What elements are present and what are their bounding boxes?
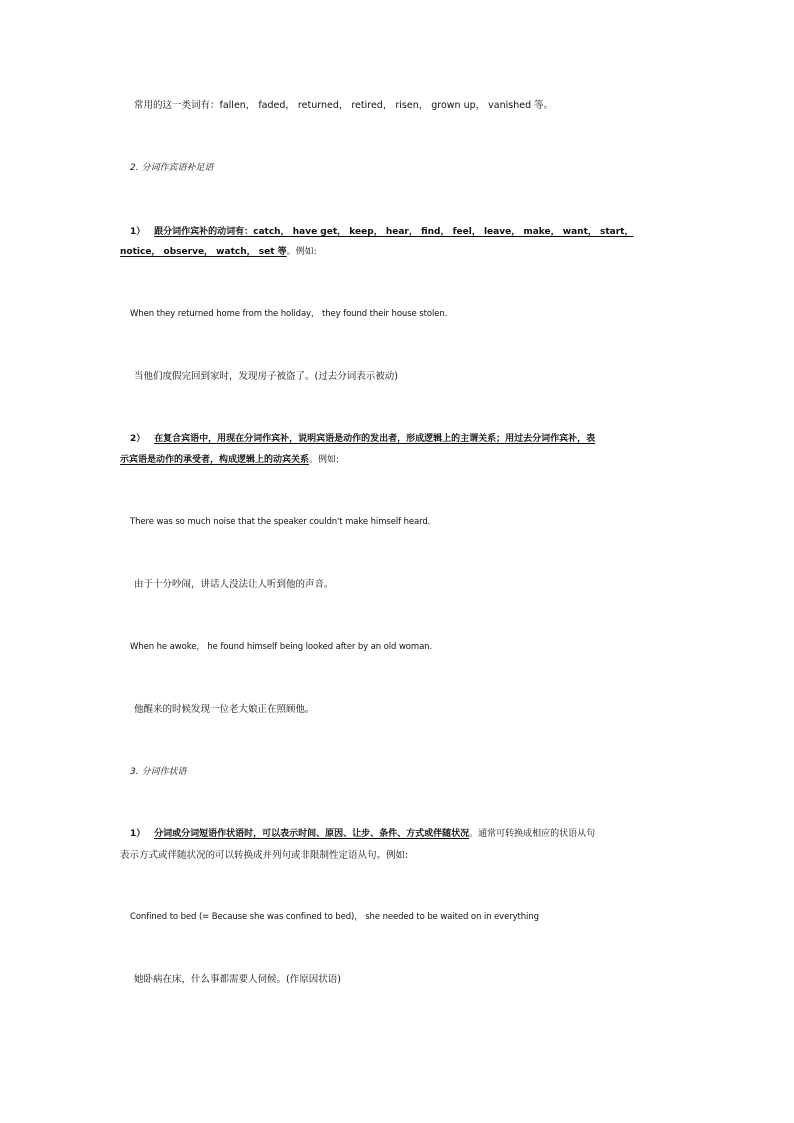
- example-2-english: There was so much noise that the speaker couldn't make himself heard.: [130, 517, 431, 527]
- example-1-chinese: 当他们度假完回到家时，发现房子被盗了。(过去分词表示被动): [134, 371, 398, 382]
- example-4-chinese: 她卧病在床，什么事都需要人伺候。(作原因状语): [134, 974, 341, 985]
- item-2-bold-text-1: 在复合宾语中，用现在分词作宾补，说明宾语是动作的发出者，形成逻辑上的主谓关系；用过去分词作宾补，表: [154, 434, 596, 444]
- example-3-chinese: 他醒来的时候发现一位老大娘正在照顾他。: [134, 704, 315, 715]
- item-3-number: 1）: [130, 829, 146, 839]
- item-3-line-1: [130, 828, 595, 840]
- item-2-number: 2）: [130, 434, 146, 444]
- item-3-bold-text: 分词或分词短语作状语时，可以表示时间、原因、让步、条件、方式或伴随状况: [154, 829, 470, 839]
- item-1-tail: 。例如:: [286, 247, 317, 257]
- item-2-line-1: [130, 433, 595, 445]
- section-heading-object-complement: 2. 分词作宾语补足语: [130, 163, 214, 173]
- item-1-bold-text-1: 跟分词作宾补的动词有：catch， have get， keep， hear， find， feel， leave， make， want， start，: [154, 227, 634, 237]
- example-3-english: When he awoke， he found himself being looked after by an old woman.: [130, 642, 433, 652]
- paragraph-common-words: 常用的这一类词有：fallen， faded， returned， retired， risen， grown up， vanished 等。: [134, 100, 554, 111]
- example-4-english: Confined to bed (= Because she was confined to bed)， she needed to be waited on in everything: [130, 912, 539, 922]
- item-2-tail: 。例如:: [309, 455, 340, 465]
- section-heading-adverbial: 3. 分词作状语: [130, 767, 187, 777]
- example-1-english: When they returned home from the holiday， they found their house stolen.: [130, 309, 448, 319]
- example-2-chinese: 由于十分吵闹，讲话人没法让人听到他的声音。: [134, 579, 334, 590]
- item-1-bold-text-2: notice， observe， watch， set 等: [120, 247, 287, 257]
- item-1-line-1: [130, 226, 633, 238]
- item-2-line-2: [120, 454, 339, 466]
- item-3-tail: 。通常可转换成相应的状语从句: [469, 829, 596, 839]
- item-3-line-2: 表示方式或伴随状况的可以转换成并列句或非限制性定语从句。例如:: [120, 850, 409, 861]
- item-1-line-2: [120, 246, 317, 258]
- item-1-number: 1）: [130, 227, 146, 237]
- item-2-bold-text-2: 示宾语是动作的承受者，构成逻辑上的动宾关系: [120, 455, 310, 465]
